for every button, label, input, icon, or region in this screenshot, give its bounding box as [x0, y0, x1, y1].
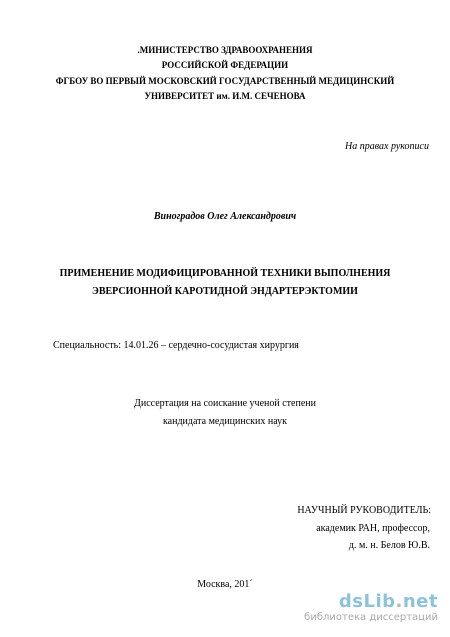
- supervisor-title: академик РАН, профессор,: [316, 523, 430, 534]
- specialty-line: Специальность: 14.01.26 – сердечно-сосудистая хирургия: [53, 340, 299, 351]
- ministry-line-1: .МИНИСТЕРСТВО ЗДРАВООХРАНЕНИЯ: [137, 45, 313, 55]
- dslib-logo-main: dsLib: [338, 591, 396, 612]
- dslib-logo-dot: .: [395, 591, 403, 612]
- author-name: Виноградов Олег Александрович: [153, 211, 297, 222]
- dslib-logo: [304, 592, 438, 612]
- dslib-subtitle: библиотека диссертаций: [304, 612, 438, 623]
- ministry-line-2: РОССИЙСКОЙ ФЕДЕРАЦИИ: [161, 60, 289, 70]
- supervisor-name: д. м. н. Белов Ю.В.: [348, 540, 430, 551]
- city-year: Москва, 201´: [197, 579, 253, 590]
- supervisor-heading: НАУЧНЫЙ РУКОВОДИТЕЛЬ:: [297, 505, 431, 516]
- dissertation-line-2: кандидата медицинских наук: [162, 416, 288, 427]
- dslib-watermark: [304, 592, 438, 624]
- dissertation-line-1: Диссертация на соискание ученой степени: [134, 398, 316, 409]
- rights-note: На правах рукописи: [345, 141, 429, 152]
- university-line-2: УНИВЕРСИТЕТ им. И.М. СЕЧЕНОВА: [144, 91, 306, 101]
- university-line-1: ФГБОУ ВО ПЕРВЫЙ МОСКОВСКИЙ ГОСУДАРСТВЕННЫЙ МЕДИЦИНСКИЙ: [55, 76, 395, 86]
- thesis-title-line-1: ПРИМЕНЕНИЕ МОДИФИЦИРОВАННОЙ ТЕХНИКИ ВЫПОЛНЕНИЯ: [59, 268, 391, 279]
- dslib-logo-tld: net: [402, 591, 438, 612]
- thesis-title-line-2: ЭВЕРСИОННОЙ КАРОТИДНОЙ ЭНДАРТЕРЭКТОМИИ: [92, 286, 358, 297]
